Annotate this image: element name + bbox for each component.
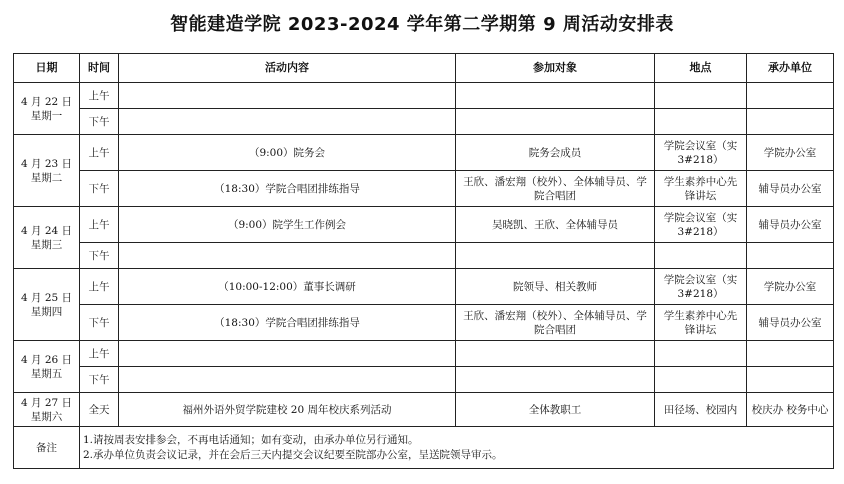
date-text: 4 月 27 日	[20, 396, 73, 409]
note-line-1: 1.请按周表安排参会，不再电话通知；如有变动，由承办单位另行通知。	[83, 433, 419, 446]
organizer-cell: 辅导员办公室	[747, 171, 834, 207]
organizer-cell	[747, 367, 834, 393]
location-cell: 学院会议室（实 3#218）	[655, 269, 747, 305]
location-cell	[655, 243, 747, 269]
table-row	[14, 305, 834, 341]
notes-label: 备注	[14, 427, 80, 469]
date-cell	[14, 83, 80, 135]
date-cell	[14, 135, 80, 207]
time-cell: 上午	[80, 135, 119, 171]
time-cell: 下午	[80, 109, 119, 135]
weekday-text: 星期六	[30, 410, 63, 423]
organizer-cell: 学院办公室	[747, 269, 834, 305]
participants-cell: 王欣、潘宏翔（校外）、全体辅导员、学院合唱团	[456, 305, 655, 341]
weekday-text: 星期一	[30, 109, 63, 122]
location-cell: 学生素养中心先锋讲坛	[655, 305, 747, 341]
table-row	[14, 393, 834, 427]
weekday-text: 星期三	[30, 238, 63, 251]
table-row	[14, 109, 834, 135]
participants-cell: 王欣、潘宏翔（校外）、全体辅导员、学院合唱团	[456, 171, 655, 207]
location-cell	[655, 367, 747, 393]
time-cell: 下午	[80, 243, 119, 269]
time-cell: 下午	[80, 305, 119, 341]
activity-cell: （18:30）学院合唱团排练指导	[119, 305, 456, 341]
participants-cell	[456, 243, 655, 269]
table-row	[14, 269, 834, 305]
organizer-cell: 校庆办 校务中心	[747, 393, 834, 427]
schedule-table	[13, 53, 834, 469]
note-line-2: 2.承办单位负责会议记录，并在会后三天内提交会议纪要至院部办公室，呈送院领导审示。	[83, 448, 503, 461]
col-header-activity: 活动内容	[119, 54, 456, 83]
date-text: 4 月 26 日	[20, 353, 73, 366]
time-cell: 上午	[80, 83, 119, 109]
table-row	[14, 243, 834, 269]
participants-cell	[456, 341, 655, 367]
participants-cell	[456, 83, 655, 109]
table-row	[14, 135, 834, 171]
activity-cell	[119, 83, 456, 109]
location-cell	[655, 83, 747, 109]
activity-cell: （18:30）学院合唱团排练指导	[119, 171, 456, 207]
table-row	[14, 341, 834, 367]
organizer-cell	[747, 341, 834, 367]
date-cell	[14, 393, 80, 427]
date-cell	[14, 341, 80, 393]
organizer-cell	[747, 243, 834, 269]
time-cell: 上午	[80, 341, 119, 367]
notes-row	[14, 427, 834, 469]
activity-cell	[119, 243, 456, 269]
table-row	[14, 207, 834, 243]
table-row	[14, 367, 834, 393]
date-text: 4 月 24 日	[20, 224, 73, 237]
participants-cell	[456, 109, 655, 135]
time-cell: 上午	[80, 269, 119, 305]
activity-cell: （10:00-12:00）董事长调研	[119, 269, 456, 305]
time-cell: 全天	[80, 393, 119, 427]
weekday-text: 星期四	[30, 305, 63, 318]
location-cell: 学院会议室（实 3#218）	[655, 207, 747, 243]
table-row	[14, 83, 834, 109]
activity-cell	[119, 109, 456, 135]
organizer-cell: 学院办公室	[747, 135, 834, 171]
participants-cell: 院务会成员	[456, 135, 655, 171]
col-header-date: 日期	[14, 54, 80, 83]
date-cell	[14, 207, 80, 269]
activity-cell	[119, 367, 456, 393]
participants-cell	[456, 367, 655, 393]
col-header-time: 时间	[80, 54, 119, 83]
col-header-participants: 参加对象	[456, 54, 655, 83]
time-cell: 上午	[80, 207, 119, 243]
weekday-text: 星期五	[30, 367, 63, 380]
date-text: 4 月 25 日	[20, 291, 73, 304]
col-header-organizer: 承办单位	[747, 54, 834, 83]
participants-cell: 院领导、相关教师	[456, 269, 655, 305]
organizer-cell: 辅导员办公室	[747, 207, 834, 243]
location-cell	[655, 109, 747, 135]
location-cell: 田径场、校园内	[655, 393, 747, 427]
location-cell	[655, 341, 747, 367]
notes-content	[80, 427, 834, 469]
date-cell	[14, 269, 80, 341]
participants-cell: 吴晓凯、王欣、全体辅导员	[456, 207, 655, 243]
page-title: 智能建造学院 2023-2024 学年第二学期第 9 周活动安排表	[170, 14, 674, 35]
location-cell: 学生素养中心先锋讲坛	[655, 171, 747, 207]
participants-cell: 全体教职工	[456, 393, 655, 427]
location-cell: 学院会议室（实 3#218）	[655, 135, 747, 171]
organizer-cell	[747, 109, 834, 135]
activity-cell: （9:00）院务会	[119, 135, 456, 171]
organizer-cell	[747, 83, 834, 109]
header-row	[14, 54, 834, 83]
date-text: 4 月 22 日	[20, 95, 73, 108]
date-text: 4 月 23 日	[20, 157, 73, 170]
table-row	[14, 171, 834, 207]
weekday-text: 星期二	[30, 171, 63, 184]
col-header-location: 地点	[655, 54, 747, 83]
activity-cell: （9:00）院学生工作例会	[119, 207, 456, 243]
time-cell: 下午	[80, 171, 119, 207]
activity-cell	[119, 341, 456, 367]
organizer-cell: 辅导员办公室	[747, 305, 834, 341]
time-cell: 下午	[80, 367, 119, 393]
activity-cell: 福州外语外贸学院建校 20 周年校庆系列活动	[119, 393, 456, 427]
